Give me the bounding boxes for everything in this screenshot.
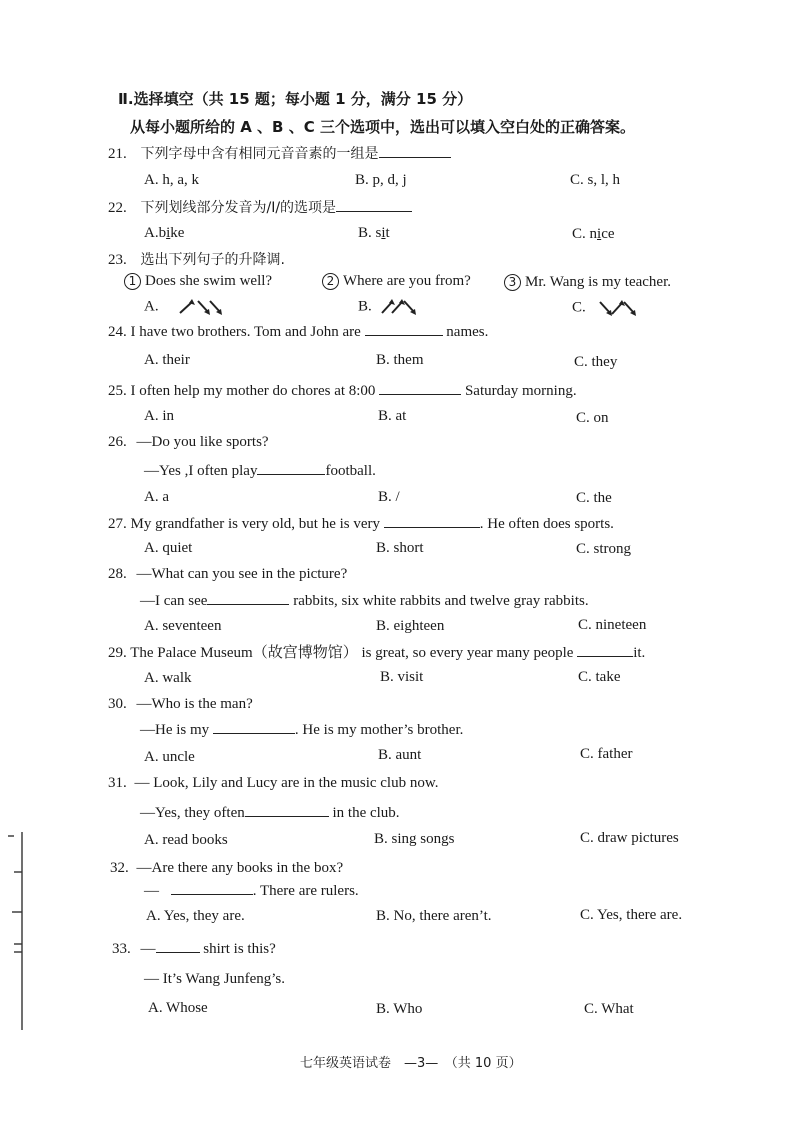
q24-option-b[interactable]: B. them: [376, 352, 424, 368]
question-25: [108, 382, 577, 400]
question-22: [108, 197, 412, 217]
sentence-text: Mr. Wang is my teacher.: [525, 274, 671, 290]
option-text: t: [385, 225, 390, 241]
question-stem: 下列划线部分发音为/I/的选项是: [140, 200, 337, 216]
q31-option-a[interactable]: A. read books: [144, 832, 228, 848]
question-line: —Who is the man?: [136, 696, 253, 712]
q33-option-a[interactable]: A. Whose: [148, 1000, 208, 1016]
q31-option-c[interactable]: C. draw pictures: [580, 830, 679, 846]
q23-sentence-3: [504, 274, 671, 291]
underlined-letter: i: [597, 226, 602, 242]
question-28: [108, 566, 347, 583]
q26-answer-line: [144, 462, 376, 480]
question-stem: football.: [325, 463, 376, 479]
q27-option-c[interactable]: C. strong: [576, 541, 632, 557]
circled-number: 2: [322, 273, 339, 290]
answer-blank[interactable]: [379, 145, 451, 158]
question-30: [108, 696, 253, 713]
q26-option-b[interactable]: B. /: [378, 489, 400, 505]
q25-option-b[interactable]: B. at: [378, 408, 407, 424]
sentence-text: Does she swim well?: [145, 273, 273, 289]
q31-option-b[interactable]: B. sing songs: [374, 831, 455, 847]
q22-option-b[interactable]: [358, 225, 390, 242]
sentence-text: Where are you from?: [343, 273, 471, 289]
section-instruction: 从每小题所给的 A 、B 、C 三个选项中，选出可以填入空白处的正确答案。: [130, 118, 635, 136]
intonation-arrows-icon: [598, 298, 638, 318]
question-stem: —Yes ,I often play: [144, 463, 258, 479]
q23-option-c[interactable]: [572, 298, 638, 318]
answer-blank[interactable]: [336, 199, 412, 212]
question-number: 31.: [108, 775, 127, 791]
q21-option-a[interactable]: A. h, a, k: [144, 172, 199, 188]
answer-blank[interactable]: [257, 462, 325, 475]
q22-option-a[interactable]: [144, 225, 184, 242]
q23-sentence-2: [322, 273, 471, 290]
q30-option-a[interactable]: A. uncle: [144, 749, 195, 765]
question-number: 32.: [110, 860, 129, 876]
underlined-letter: i: [381, 225, 386, 241]
answer-blank[interactable]: [365, 323, 443, 336]
question-stem: My grandfather is very old, but he is very: [130, 516, 381, 532]
q33-option-b[interactable]: B. Who: [376, 1001, 423, 1017]
question-stem: it.: [633, 645, 646, 661]
option-text: ce: [601, 226, 615, 242]
question-number: 29.: [108, 645, 127, 661]
q24-option-c[interactable]: C. they: [574, 354, 618, 370]
question-31: [108, 775, 438, 792]
answer-blank[interactable]: [384, 515, 480, 528]
question-stem: —Yes, they often: [140, 805, 245, 821]
question-stem: I often help my mother do chores at 8:00: [130, 383, 376, 399]
circled-number: 1: [124, 273, 141, 290]
circled-number: 3: [504, 274, 521, 291]
option-label: C.: [572, 299, 586, 316]
question-32: [110, 860, 343, 877]
question-stem: . There are rulers.: [252, 883, 359, 899]
question-27: [108, 515, 614, 533]
q32-option-c[interactable]: C. Yes, there are.: [580, 907, 683, 923]
q30-answer-line: [140, 721, 463, 739]
answer-blank[interactable]: [245, 804, 329, 817]
underlined-letter: i: [166, 225, 171, 241]
q27-option-b[interactable]: B. short: [376, 540, 424, 556]
answer-blank[interactable]: [171, 882, 253, 895]
question-33: [112, 940, 276, 958]
answer-blank[interactable]: [207, 592, 289, 605]
question-stem: —: [140, 941, 156, 957]
q23-option-b[interactable]: [358, 297, 420, 317]
page-footer: 七年级英语试卷 —3— （共 10 页）: [300, 1056, 522, 1071]
q30-option-c[interactable]: C. father: [580, 746, 633, 762]
q21-option-c[interactable]: C. s, l, h: [570, 172, 621, 188]
q32-option-b[interactable]: B. No, there aren’t.: [376, 908, 492, 924]
question-stem: 选出下列句子的升降调.: [140, 252, 285, 268]
q33-option-c[interactable]: C. What: [584, 1001, 634, 1017]
question-number: 28.: [108, 566, 127, 582]
question-number: 23.: [108, 252, 127, 268]
q27-option-a[interactable]: A. quiet: [144, 540, 193, 556]
question-number: 22.: [108, 200, 127, 216]
question-23: [108, 249, 285, 269]
question-29: [108, 641, 645, 662]
q24-option-a[interactable]: A. their: [144, 352, 190, 368]
option-text: B. s: [358, 225, 382, 241]
question-stem: —: [144, 883, 159, 899]
q28-option-c[interactable]: C. nineteen: [578, 617, 647, 633]
option-text: A.b: [144, 225, 167, 241]
question-line: —What can you see in the picture?: [136, 566, 348, 582]
question-stem: —I can see: [140, 593, 208, 609]
q32-option-a[interactable]: A. Yes, they are.: [146, 908, 245, 924]
answer-blank[interactable]: [156, 940, 200, 953]
question-stem: rabbits, six white rabbits and twelve gray rabbits.: [293, 593, 589, 609]
question-line: —Do you like sports?: [136, 434, 269, 450]
question-stem: in the club.: [332, 805, 400, 821]
answer-blank[interactable]: [577, 644, 633, 657]
answer-blank[interactable]: [213, 721, 295, 734]
question-number: 27.: [108, 516, 127, 532]
question-stem: . He often does sports.: [479, 516, 614, 532]
section-title: Ⅱ.选择填空（共 15 题；每小题 1 分，满分 15 分）: [118, 90, 473, 108]
question-number: 25.: [108, 383, 127, 399]
q28-option-b[interactable]: B. eighteen: [376, 618, 445, 634]
q25-option-c[interactable]: C. on: [576, 410, 609, 426]
q26-option-a[interactable]: A. a: [144, 489, 169, 505]
q31-answer-line: [140, 804, 400, 822]
question-stem: The Palace Museum（故宫博物馆） is great, so every year many people: [130, 645, 574, 661]
q23-sentence-1: [124, 273, 272, 290]
question-stem: —He is my: [140, 722, 210, 738]
question-stem: shirt is this?: [203, 941, 276, 957]
q23-option-a[interactable]: [144, 297, 226, 317]
option-text: ke: [170, 225, 185, 241]
question-stem: I have two brothers. Tom and John are: [130, 324, 361, 340]
intonation-arrows-icon: [178, 297, 226, 317]
option-label: A.: [144, 298, 159, 315]
intonation-arrows-icon: [380, 297, 420, 317]
q22-option-c[interactable]: [572, 226, 615, 243]
question-number: 30.: [108, 696, 127, 712]
answer-blank[interactable]: [379, 382, 461, 395]
q32-answer-line: [144, 882, 359, 900]
question-stem: 下列字母中含有相同元音音素的一组是: [140, 146, 379, 162]
question-line: —Are there any books in the box?: [136, 860, 344, 876]
question-line: — Look, Lily and Lucy are in the music club now.: [134, 775, 439, 791]
option-label: B.: [358, 298, 372, 315]
question-24: [108, 323, 488, 341]
question-26: [108, 434, 269, 451]
question-number: 33.: [112, 941, 131, 957]
q30-option-b[interactable]: B. aunt: [378, 747, 422, 763]
q25-option-a[interactable]: A. in: [144, 408, 174, 424]
question-number: 24.: [108, 324, 127, 340]
q29-option-a[interactable]: A. walk: [144, 670, 192, 686]
question-stem: . He is my mother’s brother.: [294, 722, 464, 738]
question-number: 26.: [108, 434, 127, 450]
q28-option-a[interactable]: A. seventeen: [144, 618, 222, 634]
q28-answer-line: [140, 592, 589, 610]
question-number: 21.: [108, 146, 127, 162]
q33-answer-line: — It’s Wang Junfeng’s.: [144, 971, 286, 987]
q26-option-c[interactable]: C. the: [576, 490, 612, 506]
option-text: C. n: [572, 226, 598, 242]
question-21: [108, 143, 451, 163]
q21-option-b[interactable]: B. p, d, j: [355, 172, 407, 188]
q29-option-c[interactable]: C. take: [578, 669, 621, 685]
q29-option-b[interactable]: B. visit: [380, 669, 424, 685]
binding-margin-marks: [0, 0, 40, 1122]
question-stem: names.: [446, 324, 489, 340]
question-stem: Saturday morning.: [464, 383, 577, 399]
